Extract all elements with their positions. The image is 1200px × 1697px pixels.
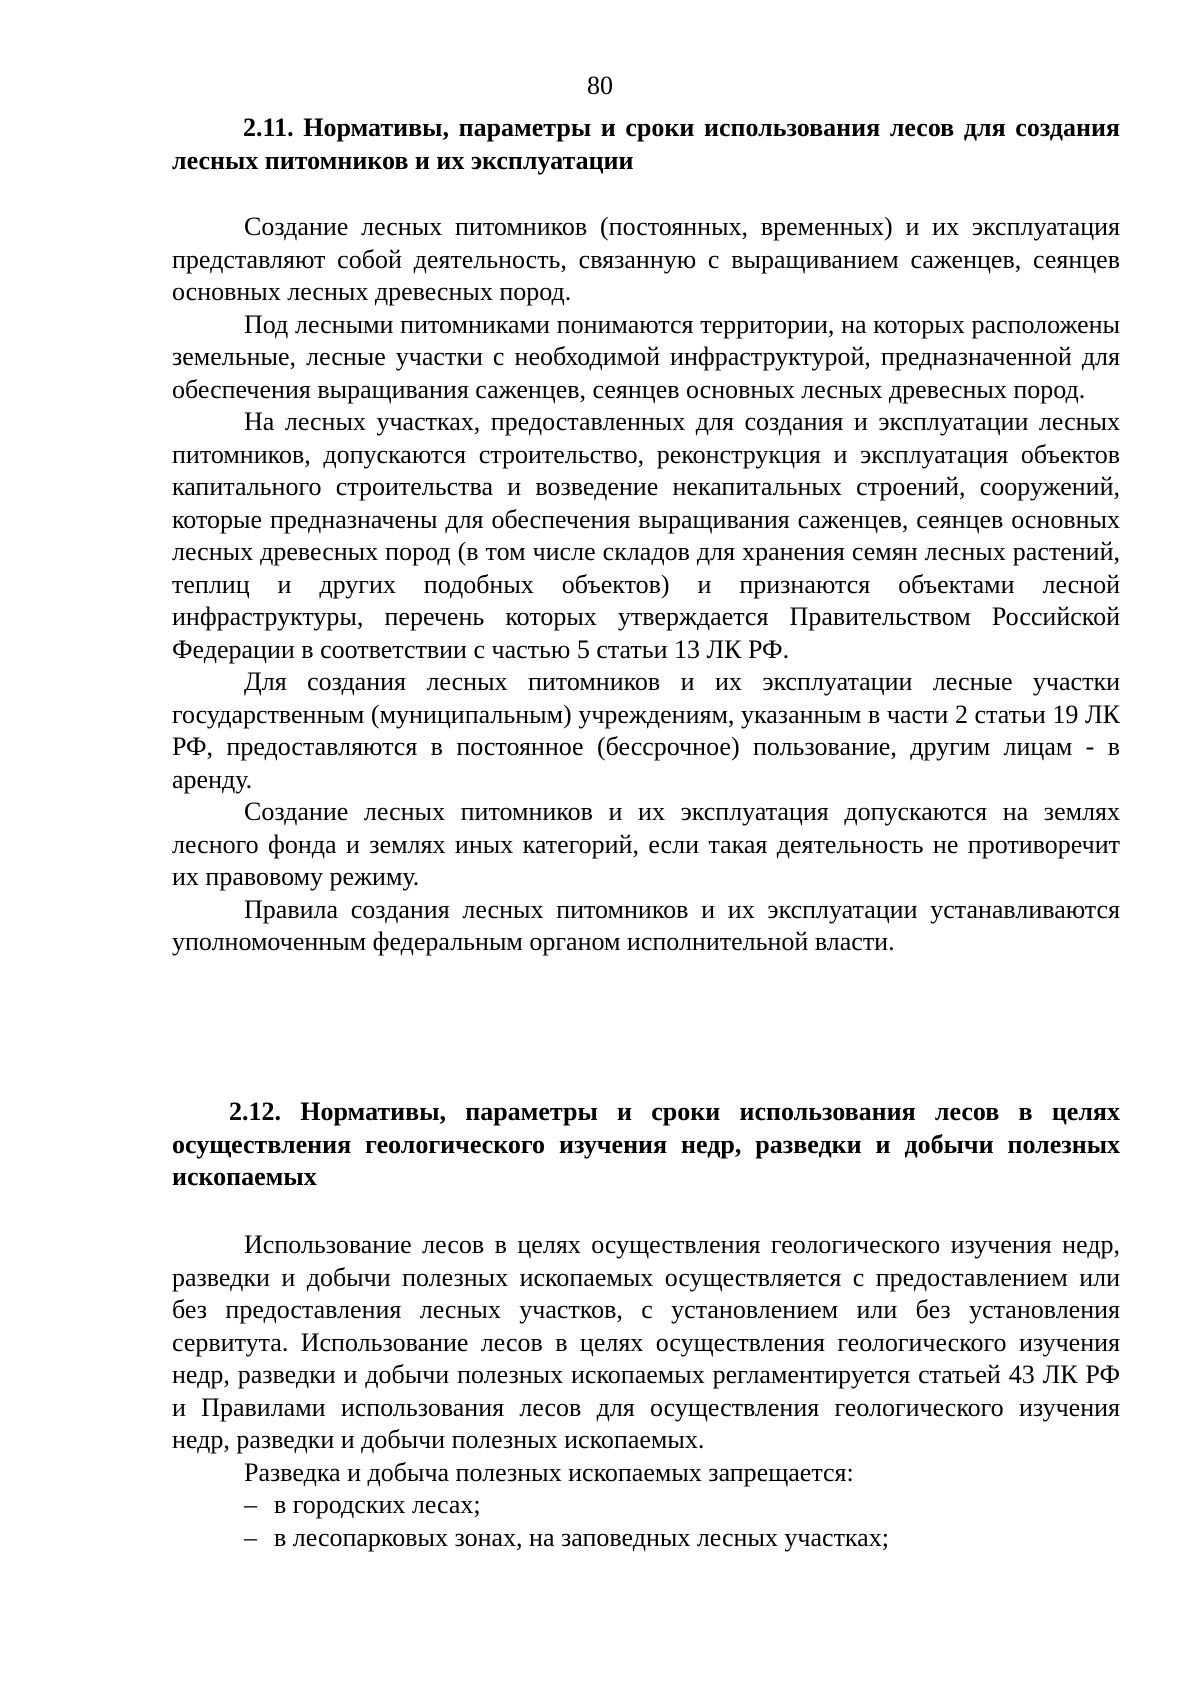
list-marker: – (244, 1522, 257, 1552)
paragraph: Для создания лесных питомников и их эксплуатации лесные участки государственным (муниципальным) учреждениям, указанным в части 2 статьи 19 ЛК РФ, предоставляются в постоянное (бессрочное) пользование, другим лицам - в аренду. (172, 667, 1120, 794)
paragraph: Правила создания лесных питомников и их эксплуатации устанавливаются уполномоченным федеральным органом исполнительной власти. (172, 894, 1120, 956)
section-title: Нормативы, параметры и сроки использования лесов для создания лесных питомников и их эксплуатации (172, 113, 1120, 175)
paragraph: Использование лесов в целях осуществления геологического изучения недр, разведки и добычи полезных ископаемых осуществляется с предоставлением или без предоставления лесных участков, с установлением или без установления сервитута. Использование лесов в целях осуществления геологического изучения недр, разведки и добычи полезных ископаемых регламентируется статьей 43 ЛК РФ и Правилами использования лесов для осуществления геологического изучения недр, разведки и добычи полезных ископаемых. (172, 1230, 1120, 1454)
prohibition-list (172, 1489, 1120, 1554)
paragraph: На лесных участках, предоставленных для создания и эксплуатации лесных питомников, допускаются строительство, реконструкция и эксплуатация объектов капитального строительства и возведение некапитальных строений, сооружений, которые предназначены для обеспечения выращивания саженцев, сеянцев основных лесных древесных пород (в том числе складов для хранения семян лесных растений, теплиц и других подобных объектов) и признаются объектами лесной инфраструктуры, перечень которых утверждается Правительством Российской Федерации в соответствии с частью 5 статьи 13 ЛК РФ. (172, 407, 1120, 664)
paragraph: Создание лесных питомников (постоянных, временных) и их эксплуатация представляют собой деятельность, связанную с выращиванием саженцев, сеянцев основных лесных древесных пород. (172, 212, 1120, 306)
section-heading-2-12 (172, 1096, 1120, 1194)
list-item-text: в лесопарковых зонах, на заповедных лесных участках; (274, 1522, 889, 1552)
section-number: 2.11. (243, 113, 294, 142)
section-title: Нормативы, параметры и сроки использования лесов в целях осуществления геологического изучения недр, разведки и добычи полезных ископаемых (172, 1097, 1120, 1191)
list-item (172, 1489, 1120, 1522)
paragraph: Создание лесных питомников и их эксплуатация допускаются на землях лесного фонда и землях иных категорий, если такая деятельность не противоречит их правовому режиму. (172, 797, 1120, 891)
list-marker: – (244, 1490, 257, 1519)
page-number: 80 (587, 71, 613, 100)
section-heading-2-11 (172, 112, 1120, 177)
section-number: 2.12. (229, 1097, 281, 1126)
list-item-text: в городских лесах; (274, 1490, 481, 1519)
paragraph: Разведка и добыча полезных ископаемых запрещается: (244, 1457, 854, 1487)
section-body-2-12 (172, 1229, 1120, 1554)
paragraph: Под лесными питомниками понимаются территории, на которых расположены земельные, лесные участки с необходимой инфраструктурой, предназначенной для обеспечения выращивания саженцев, сеянцев основных лесных древесных пород. (172, 309, 1120, 404)
list-item (172, 1522, 1120, 1555)
section-body-2-11 (172, 211, 1120, 959)
